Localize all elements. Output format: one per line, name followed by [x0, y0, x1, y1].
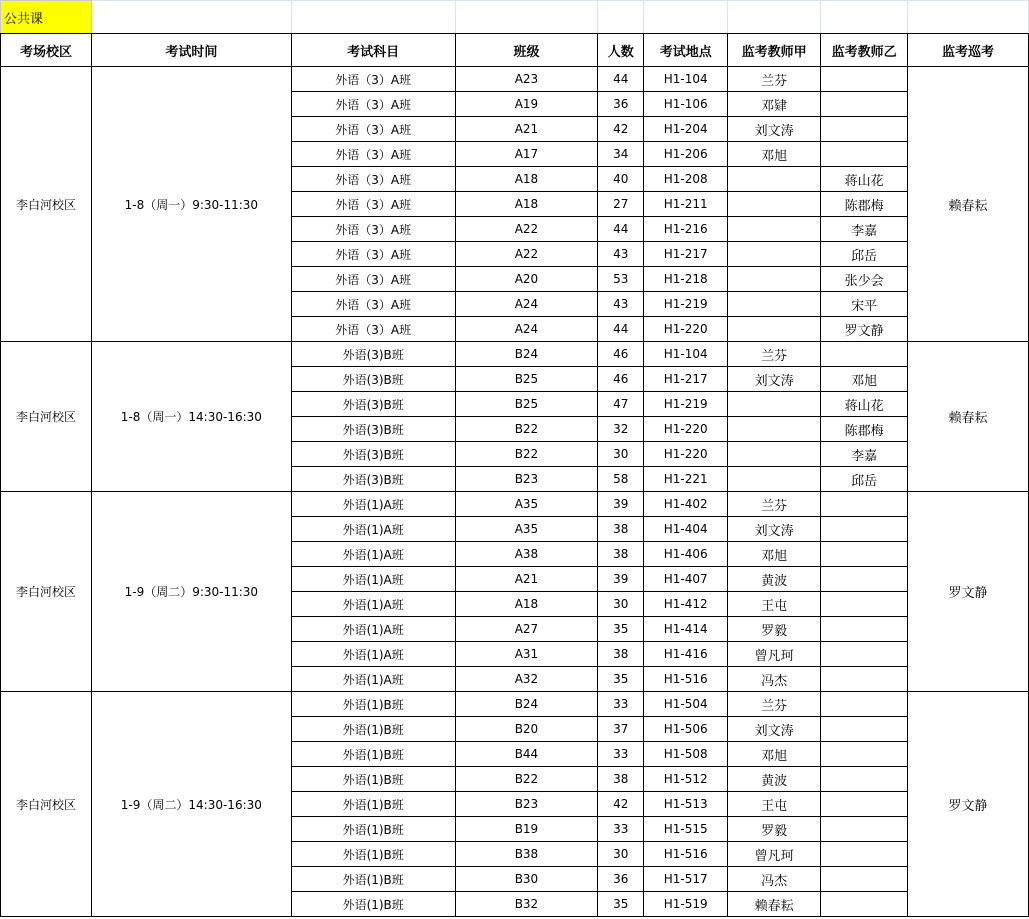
header-count[interactable]: 人数 — [598, 34, 644, 67]
class-cell[interactable]: B22 — [455, 442, 598, 467]
empty-cell[interactable] — [644, 1, 728, 34]
proctor-b-cell[interactable] — [821, 667, 908, 692]
class-cell[interactable]: B25 — [455, 392, 598, 417]
time-cell[interactable]: 1-9（周二）14:30-16:30 — [91, 692, 291, 917]
location-cell[interactable]: H1-412 — [644, 592, 728, 617]
subject-cell[interactable]: 外语(1)A班 — [291, 542, 455, 567]
location-cell[interactable]: H1-516 — [644, 667, 728, 692]
proctor-b-cell[interactable] — [821, 142, 908, 167]
count-cell[interactable]: 42 — [598, 117, 644, 142]
proctor-a-cell[interactable] — [728, 192, 821, 217]
empty-cell[interactable] — [598, 1, 644, 34]
count-cell[interactable]: 39 — [598, 492, 644, 517]
class-cell[interactable]: B32 — [455, 892, 598, 917]
count-cell[interactable]: 38 — [598, 642, 644, 667]
proctor-a-cell[interactable]: 罗毅 — [728, 817, 821, 842]
location-cell[interactable]: H1-104 — [644, 342, 728, 367]
proctor-b-cell[interactable] — [821, 842, 908, 867]
count-cell[interactable]: 46 — [598, 367, 644, 392]
class-cell[interactable]: A18 — [455, 167, 598, 192]
location-cell[interactable]: H1-219 — [644, 292, 728, 317]
header-time[interactable]: 考试时间 — [91, 34, 291, 67]
table-row — [1, 492, 1029, 517]
location-cell[interactable]: H1-220 — [644, 317, 728, 342]
patrol-cell[interactable]: 罗文静 — [908, 692, 1029, 917]
title-row — [1, 1, 1029, 34]
subject-cell[interactable]: 外语（3）A班 — [291, 117, 455, 142]
class-cell[interactable]: A35 — [455, 492, 598, 517]
proctor-a-cell[interactable]: 兰芬 — [728, 342, 821, 367]
location-cell[interactable]: H1-516 — [644, 842, 728, 867]
subject-cell[interactable]: 外语（3）A班 — [291, 217, 455, 242]
empty-cell[interactable] — [455, 1, 598, 34]
proctor-a-cell[interactable] — [728, 442, 821, 467]
header-campus[interactable]: 考场校区 — [1, 34, 92, 67]
location-cell[interactable]: H1-204 — [644, 117, 728, 142]
header-class[interactable]: 班级 — [455, 34, 598, 67]
header-row — [1, 34, 1029, 67]
location-cell[interactable]: H1-106 — [644, 92, 728, 117]
proctor-a-cell[interactable]: 黄波 — [728, 767, 821, 792]
table-row — [1, 692, 1029, 717]
subject-cell[interactable]: 外语(1)A班 — [291, 567, 455, 592]
location-cell[interactable]: H1-513 — [644, 792, 728, 817]
patrol-cell[interactable]: 罗文静 — [908, 492, 1029, 692]
class-cell[interactable]: A31 — [455, 642, 598, 667]
location-cell[interactable]: H1-414 — [644, 617, 728, 642]
count-cell[interactable]: 46 — [598, 342, 644, 367]
count-cell[interactable]: 33 — [598, 817, 644, 842]
proctor-a-cell[interactable] — [728, 217, 821, 242]
proctor-b-cell[interactable]: 邱岳 — [821, 242, 908, 267]
location-cell[interactable]: H1-512 — [644, 767, 728, 792]
count-cell[interactable]: 34 — [598, 142, 644, 167]
location-cell[interactable]: H1-506 — [644, 717, 728, 742]
proctor-a-cell[interactable]: 刘文涛 — [728, 517, 821, 542]
subject-cell[interactable]: 外语(1)A班 — [291, 667, 455, 692]
subject-cell[interactable]: 外语(1)B班 — [291, 892, 455, 917]
subject-cell[interactable]: 外语（3）A班 — [291, 292, 455, 317]
campus-cell[interactable]: 李白河校区 — [1, 492, 92, 692]
patrol-cell[interactable]: 赖春耘 — [908, 67, 1029, 342]
proctor-a-cell[interactable]: 兰芬 — [728, 492, 821, 517]
proctor-a-cell[interactable] — [728, 267, 821, 292]
location-cell[interactable]: H1-104 — [644, 67, 728, 92]
count-cell[interactable]: 30 — [598, 842, 644, 867]
proctor-a-cell[interactable]: 赖春耘 — [728, 892, 821, 917]
subject-cell[interactable]: 外语(1)B班 — [291, 817, 455, 842]
subject-cell[interactable]: 外语(1)A班 — [291, 617, 455, 642]
proctor-a-cell[interactable]: 刘文涛 — [728, 367, 821, 392]
class-cell[interactable]: A23 — [455, 67, 598, 92]
subject-cell[interactable]: 外语(3)B班 — [291, 342, 455, 367]
proctor-b-cell[interactable] — [821, 542, 908, 567]
subject-cell[interactable]: 外语(3)B班 — [291, 392, 455, 417]
count-cell[interactable]: 33 — [598, 742, 644, 767]
count-cell[interactable]: 36 — [598, 92, 644, 117]
empty-cell[interactable] — [91, 1, 291, 34]
proctor-b-cell[interactable] — [821, 692, 908, 717]
proctor-b-cell[interactable] — [821, 567, 908, 592]
count-cell[interactable]: 30 — [598, 592, 644, 617]
class-cell[interactable]: B24 — [455, 692, 598, 717]
subject-cell[interactable]: 外语（3）A班 — [291, 267, 455, 292]
proctor-b-cell[interactable] — [821, 342, 908, 367]
subject-cell[interactable]: 外语(1)B班 — [291, 867, 455, 892]
subject-cell[interactable]: 外语（3）A班 — [291, 317, 455, 342]
proctor-a-cell[interactable]: 冯杰 — [728, 667, 821, 692]
class-cell[interactable]: A21 — [455, 117, 598, 142]
location-cell[interactable]: H1-406 — [644, 542, 728, 567]
proctor-b-cell[interactable] — [821, 67, 908, 92]
location-cell[interactable]: H1-211 — [644, 192, 728, 217]
proctor-b-cell[interactable]: 陈郡梅 — [821, 417, 908, 442]
count-cell[interactable]: 44 — [598, 67, 644, 92]
subject-cell[interactable]: 外语(1)A班 — [291, 642, 455, 667]
subject-cell[interactable]: 外语（3）A班 — [291, 142, 455, 167]
class-cell[interactable]: A19 — [455, 92, 598, 117]
class-cell[interactable]: B23 — [455, 792, 598, 817]
count-cell[interactable]: 35 — [598, 667, 644, 692]
class-cell[interactable]: A24 — [455, 317, 598, 342]
count-cell[interactable]: 35 — [598, 892, 644, 917]
header-location[interactable]: 考试地点 — [644, 34, 728, 67]
subject-cell[interactable]: 外语(1)B班 — [291, 842, 455, 867]
proctor-a-cell[interactable] — [728, 167, 821, 192]
count-cell[interactable]: 38 — [598, 542, 644, 567]
subject-cell[interactable]: 外语(1)A班 — [291, 517, 455, 542]
proctor-b-cell[interactable] — [821, 792, 908, 817]
proctor-a-cell[interactable]: 兰芬 — [728, 67, 821, 92]
class-cell[interactable]: A21 — [455, 567, 598, 592]
proctor-a-cell[interactable]: 罗毅 — [728, 617, 821, 642]
subject-cell[interactable]: 外语（3）A班 — [291, 167, 455, 192]
header-patrol[interactable]: 监考巡考 — [908, 34, 1029, 67]
proctor-b-cell[interactable]: 张少会 — [821, 267, 908, 292]
proctor-b-cell[interactable]: 陈郡梅 — [821, 192, 908, 217]
location-cell[interactable]: H1-402 — [644, 492, 728, 517]
proctor-a-cell[interactable] — [728, 467, 821, 492]
proctor-b-cell[interactable] — [821, 767, 908, 792]
subject-cell[interactable]: 外语(1)B班 — [291, 717, 455, 742]
class-cell[interactable]: A35 — [455, 517, 598, 542]
class-cell[interactable]: A24 — [455, 292, 598, 317]
proctor-a-cell[interactable]: 王屯 — [728, 792, 821, 817]
class-cell[interactable]: A18 — [455, 192, 598, 217]
count-cell[interactable]: 37 — [598, 717, 644, 742]
proctor-a-cell[interactable]: 邓旭 — [728, 542, 821, 567]
proctor-a-cell[interactable] — [728, 392, 821, 417]
subject-cell[interactable]: 外语(1)B班 — [291, 742, 455, 767]
count-cell[interactable]: 47 — [598, 392, 644, 417]
class-cell[interactable]: A22 — [455, 217, 598, 242]
count-cell[interactable]: 33 — [598, 692, 644, 717]
class-cell[interactable]: A38 — [455, 542, 598, 567]
location-cell[interactable]: H1-208 — [644, 167, 728, 192]
subject-cell[interactable]: 外语(1)B班 — [291, 792, 455, 817]
location-cell[interactable]: H1-217 — [644, 367, 728, 392]
proctor-a-cell[interactable] — [728, 292, 821, 317]
count-cell[interactable]: 58 — [598, 467, 644, 492]
proctor-a-cell[interactable]: 邓旭 — [728, 142, 821, 167]
class-cell[interactable]: B25 — [455, 367, 598, 392]
proctor-a-cell[interactable]: 冯杰 — [728, 867, 821, 892]
subject-cell[interactable]: 外语(1)B班 — [291, 767, 455, 792]
subject-cell[interactable]: 外语(3)B班 — [291, 442, 455, 467]
proctor-b-cell[interactable] — [821, 117, 908, 142]
proctor-b-cell[interactable] — [821, 617, 908, 642]
subject-cell[interactable]: 外语（3）A班 — [291, 92, 455, 117]
subject-cell[interactable]: 外语(3)B班 — [291, 417, 455, 442]
class-cell[interactable]: A22 — [455, 242, 598, 267]
proctor-b-cell[interactable]: 宋平 — [821, 292, 908, 317]
class-cell[interactable]: B24 — [455, 342, 598, 367]
location-cell[interactable]: H1-217 — [644, 242, 728, 267]
subject-cell[interactable]: 外语（3）A班 — [291, 242, 455, 267]
subject-cell[interactable]: 外语(1)B班 — [291, 692, 455, 717]
proctor-a-cell[interactable]: 邓肄 — [728, 92, 821, 117]
table-row — [1, 67, 1029, 92]
patrol-cell[interactable]: 赖春耘 — [908, 342, 1029, 492]
campus-cell[interactable]: 李白河校区 — [1, 342, 92, 492]
proctor-a-cell[interactable]: 邓旭 — [728, 742, 821, 767]
proctor-b-cell[interactable]: 李嘉 — [821, 442, 908, 467]
subject-cell[interactable]: 外语(3)B班 — [291, 467, 455, 492]
proctor-b-cell[interactable] — [821, 892, 908, 917]
proctor-b-cell[interactable]: 李嘉 — [821, 217, 908, 242]
location-cell[interactable]: H1-515 — [644, 817, 728, 842]
subject-cell[interactable]: 外语（3）A班 — [291, 67, 455, 92]
count-cell[interactable]: 39 — [598, 567, 644, 592]
class-cell[interactable]: A32 — [455, 667, 598, 692]
subject-cell[interactable]: 外语（3）A班 — [291, 192, 455, 217]
location-cell[interactable]: H1-407 — [644, 567, 728, 592]
empty-cell[interactable] — [291, 1, 455, 34]
count-cell[interactable]: 44 — [598, 217, 644, 242]
class-cell[interactable]: A18 — [455, 592, 598, 617]
proctor-a-cell[interactable]: 曾凡珂 — [728, 842, 821, 867]
proctor-a-cell[interactable]: 曾凡珂 — [728, 642, 821, 667]
count-cell[interactable]: 27 — [598, 192, 644, 217]
proctor-b-cell[interactable]: 蒋山花 — [821, 167, 908, 192]
header-proctor-b[interactable]: 监考教师乙 — [821, 34, 908, 67]
count-cell[interactable]: 36 — [598, 867, 644, 892]
count-cell[interactable]: 53 — [598, 267, 644, 292]
class-cell[interactable]: B19 — [455, 817, 598, 842]
count-cell[interactable]: 40 — [598, 167, 644, 192]
count-cell[interactable]: 30 — [598, 442, 644, 467]
class-cell[interactable]: A27 — [455, 617, 598, 642]
count-cell[interactable]: 43 — [598, 242, 644, 267]
location-cell[interactable]: H1-517 — [644, 867, 728, 892]
proctor-b-cell[interactable]: 罗文静 — [821, 317, 908, 342]
location-cell[interactable]: H1-219 — [644, 392, 728, 417]
proctor-b-cell[interactable] — [821, 642, 908, 667]
proctor-a-cell[interactable] — [728, 417, 821, 442]
proctor-a-cell[interactable]: 王屯 — [728, 592, 821, 617]
proctor-b-cell[interactable]: 邱岳 — [821, 467, 908, 492]
table-row — [1, 342, 1029, 367]
proctor-b-cell[interactable] — [821, 867, 908, 892]
location-cell[interactable]: H1-206 — [644, 142, 728, 167]
proctor-b-cell[interactable] — [821, 592, 908, 617]
campus-cell[interactable]: 李白河校区 — [1, 692, 92, 917]
location-cell[interactable]: H1-218 — [644, 267, 728, 292]
location-cell[interactable]: H1-216 — [644, 217, 728, 242]
class-cell[interactable]: B44 — [455, 742, 598, 767]
subject-cell[interactable]: 外语(1)A班 — [291, 592, 455, 617]
time-cell[interactable]: 1-8（周一）9:30-11:30 — [91, 67, 291, 342]
location-cell[interactable]: H1-221 — [644, 467, 728, 492]
proctor-a-cell[interactable]: 刘文涛 — [728, 717, 821, 742]
location-cell[interactable]: H1-508 — [644, 742, 728, 767]
empty-cell[interactable] — [821, 1, 908, 34]
count-cell[interactable]: 38 — [598, 767, 644, 792]
proctor-b-cell[interactable] — [821, 517, 908, 542]
count-cell[interactable]: 43 — [598, 292, 644, 317]
count-cell[interactable]: 35 — [598, 617, 644, 642]
location-cell[interactable]: H1-519 — [644, 892, 728, 917]
proctor-b-cell[interactable] — [821, 92, 908, 117]
subject-cell[interactable]: 外语(3)B班 — [291, 367, 455, 392]
class-cell[interactable]: A17 — [455, 142, 598, 167]
location-cell[interactable]: H1-404 — [644, 517, 728, 542]
proctor-b-cell[interactable] — [821, 492, 908, 517]
class-cell[interactable]: B22 — [455, 767, 598, 792]
class-cell[interactable]: B38 — [455, 842, 598, 867]
class-cell[interactable]: B23 — [455, 467, 598, 492]
sheet-title-cell[interactable]: 公共课 — [1, 1, 92, 34]
proctor-a-cell[interactable] — [728, 242, 821, 267]
empty-cell[interactable] — [908, 1, 1029, 34]
empty-cell[interactable] — [728, 1, 821, 34]
proctor-a-cell[interactable] — [728, 317, 821, 342]
subject-cell[interactable]: 外语(1)A班 — [291, 492, 455, 517]
class-cell[interactable]: B30 — [455, 867, 598, 892]
location-cell[interactable]: H1-504 — [644, 692, 728, 717]
location-cell[interactable]: H1-416 — [644, 642, 728, 667]
proctor-b-cell[interactable]: 蒋山花 — [821, 392, 908, 417]
proctor-a-cell[interactable]: 黄波 — [728, 567, 821, 592]
proctor-a-cell[interactable]: 刘文涛 — [728, 117, 821, 142]
class-cell[interactable]: A20 — [455, 267, 598, 292]
proctor-b-cell[interactable]: 邓旭 — [821, 367, 908, 392]
campus-cell[interactable]: 李白河校区 — [1, 67, 92, 342]
time-cell[interactable]: 1-8（周一）14:30-16:30 — [91, 342, 291, 492]
header-proctor-a[interactable]: 监考教师甲 — [728, 34, 821, 67]
count-cell[interactable]: 38 — [598, 517, 644, 542]
proctor-b-cell[interactable] — [821, 817, 908, 842]
proctor-a-cell[interactable]: 兰芬 — [728, 692, 821, 717]
proctor-b-cell[interactable] — [821, 742, 908, 767]
time-cell[interactable]: 1-9（周二）9:30-11:30 — [91, 492, 291, 692]
count-cell[interactable]: 32 — [598, 417, 644, 442]
class-cell[interactable]: B22 — [455, 417, 598, 442]
class-cell[interactable]: B20 — [455, 717, 598, 742]
count-cell[interactable]: 42 — [598, 792, 644, 817]
proctor-b-cell[interactable] — [821, 717, 908, 742]
location-cell[interactable]: H1-220 — [644, 442, 728, 467]
location-cell[interactable]: H1-220 — [644, 417, 728, 442]
count-cell[interactable]: 44 — [598, 317, 644, 342]
header-subject[interactable]: 考试科目 — [291, 34, 455, 67]
